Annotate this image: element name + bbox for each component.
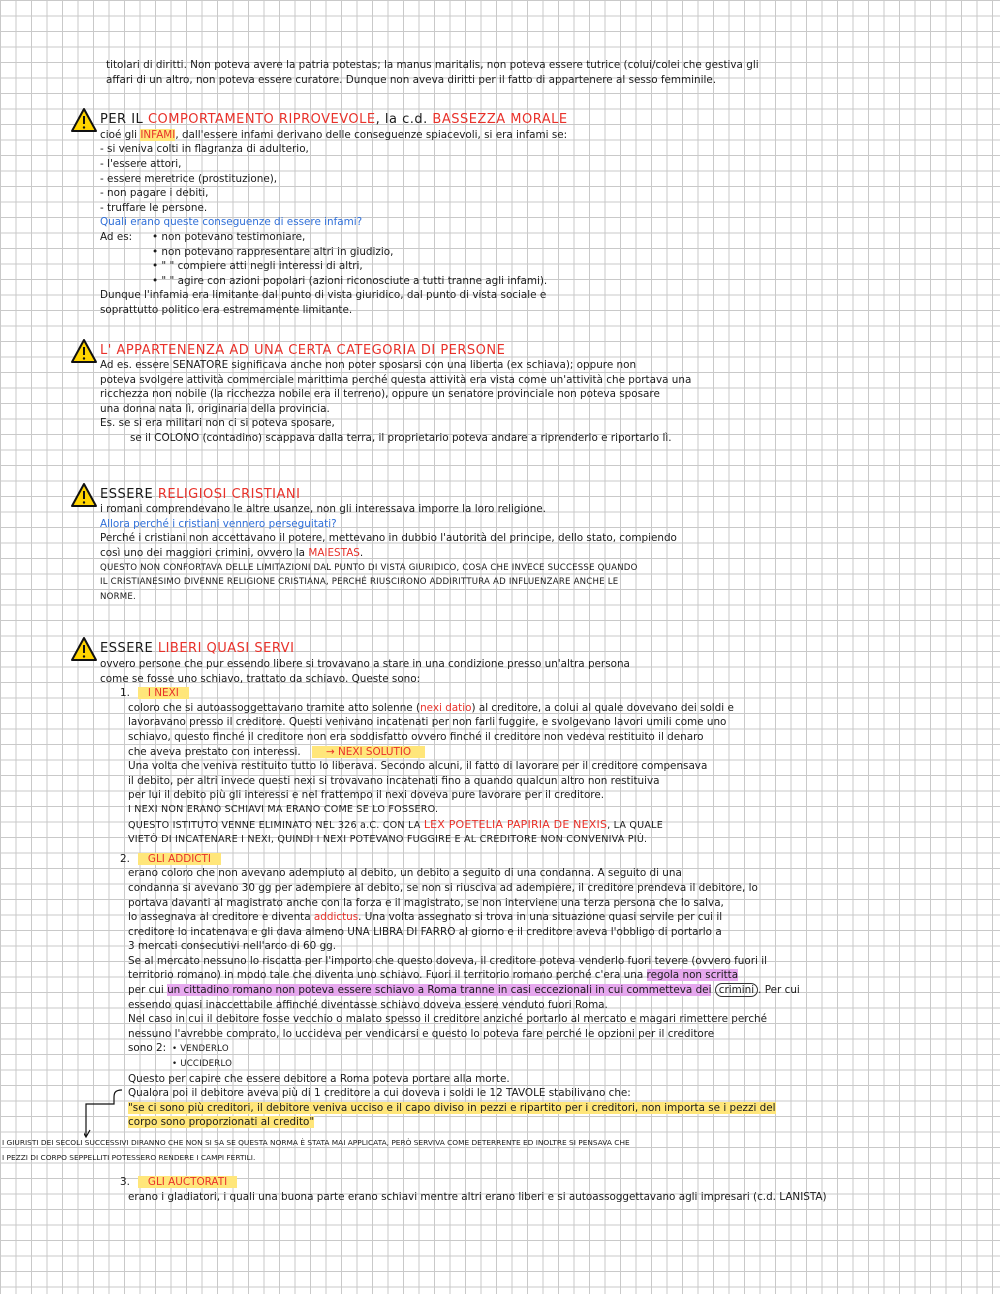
list-number: 2. [120,852,130,865]
list-item: - non pagare i debiti, [100,187,209,200]
caps-line: I GIURISTI DEI SECOLI SUCCESSIVI DIRANNO CHE NON SI SA SE QUESTA NORMA È STATA MAI APPLICATA, PERÒ SERVIVA COME DETERRENTE ED INOLTRE SI PENSAVA CHE [2,1138,630,1147]
heading-keyword: COMPORTAMENTO RIPROVEVOLE [147,113,376,128]
warning-triangle-icon [70,636,98,662]
text-line: lavoravano presso il creditore. Questi venivano incatenati per non farli fuggire, e svolgevano lavori umili come uno [128,716,727,729]
text-span: QUESTO ISTITUTO VENNE ELIMINATO NEL 326 a.C. CON LA [128,819,421,831]
example-label: Ad es: [100,230,133,243]
bracket-arrow-icon [84,1088,144,1140]
text-span: cioé gli [100,128,138,141]
highlighted-term: un cittadino romano non poteva essere schiavo a Roma tranne in casi eccezionali in cui commetteva dei [167,984,712,997]
text-line: creditore lo incatenava e gli dava almeno UNA LIBRA DI FARRO al giorno e il creditore aveva l'obbligo di portarlo a [128,925,722,938]
section-heading: L' APPARTENENZA AD UNA CERTA CATEGORIA DI PERSONE [100,343,506,358]
caps-line: NORME. [100,591,136,602]
highlighted-quote: corpo sono proporzionati al credito" [128,1116,315,1129]
list-item: • non potevano rappresentare altri in giudizio, [152,245,394,258]
bullet-text: • UCCIDERLO [172,1059,233,1070]
subsection-nexi [100,686,960,848]
subsection-title: GLI ADDICTI [138,853,221,865]
text-line: i romani comprendevano le altre usanze, non gli interessava imporre la loro religione. [100,503,546,516]
text-line: portava davanti al magistrato anche con la forza e il magistrato, se non interviene una terza persona che lo salva, [128,896,724,909]
question-line: Quali erano queste conseguenze di essere infami? [100,216,363,229]
caps-line [100,818,960,834]
caps-line: IL CRISTIANESIMO DIVENNE RELIGIONE CRISTIANA, PERCHÉ RIUSCIRONO ADDIRITTURA AD INFLUENZARE ANCHE LE [100,577,619,588]
list-item: - si veniva colti in flagranza di adulterio, [100,143,309,156]
text-line [100,1041,960,1057]
text-line [100,128,960,143]
text-span: che aveva prestato con interessi. [128,745,301,758]
text-line: come se fosse uno schiavo, trattato da schiavo. Queste sono: [100,672,421,685]
text-span: . [359,547,364,560]
caps-line: QUESTO NON CONFORTAVA DELLE LIMITAZIONI DAL PUNTO DI VISTA GIURIDICO, COSA CHE INVECE SUCCESSE QUANDO [100,562,638,573]
text-line [100,701,960,716]
highlighted-term: nexi datio [420,701,472,714]
text-span: lo assegnava al creditore e diventa [128,911,311,924]
highlighted-quote: "se ci sono più creditori, il debitore veniva ucciso e il capo diviso in pezzi e ripartito per i creditori, non importa se i pezzi del [128,1101,776,1114]
section-heading [100,488,960,503]
warning-triangle-icon [70,482,98,508]
text-line: poteva svolgere attività commerciale marittima perché questa attività era vista come un'attività che portava una [100,373,692,386]
text-line: nessuno l'avrebbe comprato, lo uccideva per vendicarsi e questo lo poteva fare perché le opzioni per il creditore [128,1027,715,1040]
section-cristiani [100,488,960,605]
list-item: • " " compiere atti negli interessi di altri, [152,260,363,273]
caps-line: VIETÒ DI INCATENARE I NEXI, QUINDI I NEXI POTEVANO FUGGIRE E AL CREDITORE NON CONVENIVA PIÙ. [128,834,648,846]
text-line: Es. se si era militari non ci si poteva sposare, [100,417,335,430]
heading-keyword: BASSEZZA MORALE [432,113,568,128]
text-span: così uno dei maggiori crimini, ovvero la [100,547,306,560]
text-line: una donna nata lì, originaria della provincia. [100,402,330,415]
text-line: soprattutto politico era estremamente limitante. [100,303,353,316]
subsection-heading [100,852,960,867]
list-number: 3. [120,1176,130,1189]
bullet-text: • non potevano testimoniare, [152,230,306,243]
list-item: - essere meretrice (prostituzione), [100,172,278,185]
heading-text: PER IL [100,113,144,128]
subsection-heading [100,1175,960,1190]
text-line: condanna si avevano 30 gg per adempiere al debito, se non si riusciva ad adempiere, il creditore prendeva il debitore, lo [128,881,758,894]
highlighted-term: LEX POETELIA PAPIRIA DE NEXIS [423,817,608,831]
quote-line [100,1101,960,1116]
question-line: Allora perché i cristiani vennero perseguitati? [100,517,337,530]
list-item: - l'essere attori, [100,157,182,170]
text-span: , dall'essere infami derivano delle conseguenze spiacevoli, si era infami se: [175,128,568,141]
section-heading [100,113,960,128]
subsection-auctorati [100,1175,960,1204]
list-number: 1. [120,687,130,700]
text-line [100,546,960,561]
list-item [100,230,960,245]
text-line: schiavo, questo finché il creditore non era soddisfatto ovvero finché il creditore non vedeva restituito il denaro [128,730,704,743]
text-line: Qualora poi il debitore aveva più di 1 creditore a cui doveva i soldi le 12 TAVOLE stabilivano che: [128,1087,631,1100]
text-line: essendo quasi inaccettabile affinché diventasse schiavo doveva essere venduto fuori Roma. [128,998,608,1011]
text-line: 3 mercati consecutivi nell'arco di 60 gg. [128,940,337,953]
text-line: affari di un altro, non poteva essere curatore. Dunque non aveva diritti per il fatto di appartenere al sesso femminile. [106,73,717,86]
notes-page [2,58,960,1204]
intro-paragraph [100,58,960,87]
highlighted-term: → NEXI SOLUTIO [312,746,425,758]
text-line: il debito, per altri invece questi nexi si trovavano incatenati fino a quando qualcun altro non restituiva [128,774,660,787]
text-line: titolari di diritti. Non poteva avere la patria potestas; la manus maritalis, non poteva essere tutrice (colui/colei che gestiva gli [106,59,759,71]
highlighted-term: INFAMI [140,128,176,141]
highlighted-term: addictus [313,911,359,924]
text-line: Nel caso in cui il debitore fosse vecchio o malato spesso il creditore anziché portarlo al mercato e magari rimettere perché [128,1013,768,1026]
section-liberi-quasi-servi [2,642,960,1204]
text-span: ) al creditore, a colui al quale dovevano dei soldi e [471,701,734,714]
heading-keyword: RELIGIOSI CRISTIANI [157,487,301,502]
bullet-text: • VENDERLO [172,1044,229,1055]
heading-keyword: LIBERI QUASI SERVI [157,642,295,657]
section-comportamento [100,113,960,317]
section-categoria [100,344,960,446]
quote-line [100,1115,960,1130]
warning-triangle-icon [70,338,98,364]
text-span: coloro che si autoassoggettavano tramite atto solenne ( [128,701,421,714]
circled-term: crimini [715,983,758,997]
heading-text: , la c.d. [375,113,428,128]
text-span: per cui [128,984,164,997]
highlighted-term: MAIESTAS [308,547,360,560]
caps-line: I NEXI NON ERANO SCHIAVI MA ERANO COME SE LO FOSSERO. [128,803,439,815]
subsection-title: I NEXI [138,687,189,699]
text-line: ovvero persone che pur essendo libere si trovavano a stare in una condizione presso un'altra persona [100,658,630,670]
subsection-title: GLI AUCTORATI [138,1176,237,1188]
text-line: ricchezza non nobile (la ricchezza nobile era il terreno), oppure un senatore provinciale non poteva sposare [100,388,660,401]
quote-block [100,1086,960,1130]
text-line: Questo per capire che essere debitore a Roma poteva portare alla morte. [128,1072,510,1085]
text-line [100,745,960,760]
text-span: sono 2: [128,1042,167,1055]
section-heading [100,642,960,657]
text-span: , LA QUALE [607,819,663,831]
heading-text: ESSERE [100,642,154,657]
list-item: - truffare le persone. [100,201,208,214]
text-line: Dunque l'infamia era limitante dal punto di vista giuridico, dal punto di vista sociale e [100,289,547,302]
text-line: Una volta che veniva restituito tutto lo liberava. Secondo alcuni, il fatto di lavorare per il creditore compensava [128,760,708,773]
text-span: territorio romano) in modo tale che diventa uno schiavo. Fuori il territorio romano perché c'era una [128,969,644,982]
text-span: . Una volta assegnato si trova in una situazione quasi servile per cui il [358,911,723,924]
warning-triangle-icon [70,107,98,133]
text-line: erano i gladiatori, i quali una buona parte erano schiavi mentre altri erano liberi e si autoassoggettavano agli impresari (c.d. LANISTA) [128,1190,827,1203]
highlighted-term: regola non scritta [646,969,739,982]
subsection-addicti [2,852,960,1165]
text-line [100,983,960,998]
text-line [100,968,960,983]
text-line: Perché i cristiani non accettavano il potere, mettevano in dubbio l'autorità del principe, dello stato, compiendo [100,532,677,545]
text-line [100,910,960,925]
text-line: erano coloro che non avevano adempiuto al debito, un debito a seguito di una condanna. A seguito di una [128,867,682,880]
text-line: per lui il debito più gli interessi e nel frattempo il nexi doveva pure lavorare per il creditore. [128,789,605,802]
text-line: Se al mercato nessuno lo riscatta per l'importo che questo doveva, il creditore poteva venderlo fuori tevere (ovvero fuori il [128,954,767,967]
text-line: Ad es. essere SENATORE significava anche non poter sposarsi con una liberta (ex schiava); oppure non [100,359,637,372]
heading-text: ESSERE [100,487,154,502]
text-span: . Per cui [758,984,800,997]
subsection-heading [100,686,960,701]
list-item: • " " agire con azioni popolari (azioni riconosciute a tutti tranne agli infami). [152,274,548,287]
caps-line: I PEZZI DI CORPO SEPPELLITI POTESSERO RENDERE I CAMPI FERTILI. [2,1152,256,1162]
text-line: se il COLONO (contadino) scappava dalla terra, il proprietario poteva andare a riprenderlo e riportarlo lì. [130,432,672,445]
